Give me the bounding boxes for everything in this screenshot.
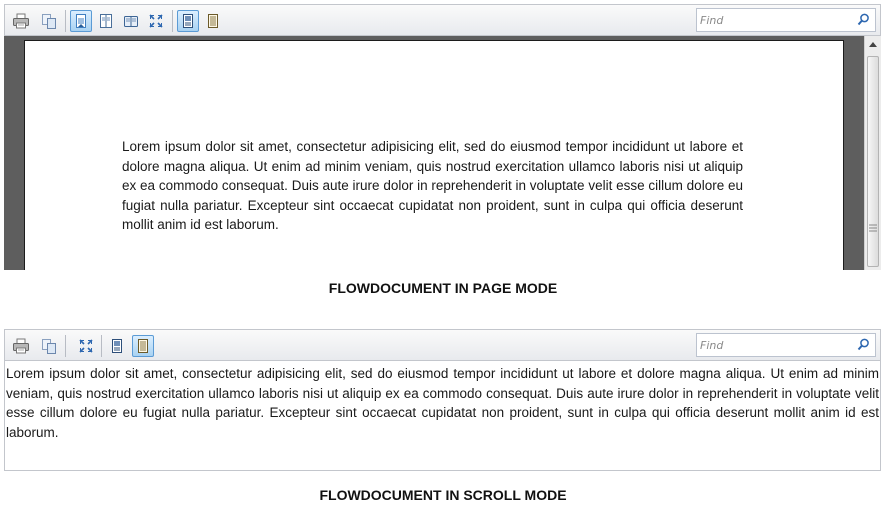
copy-icon <box>41 13 57 29</box>
find-box <box>696 333 876 357</box>
scroll-mode-viewer <box>4 329 881 471</box>
page-mode-icon <box>180 13 196 29</box>
copy-icon <box>41 338 57 354</box>
find-input[interactable] <box>700 336 850 356</box>
page-mode-caption: FLOWDOCUMENT IN PAGE MODE <box>328 280 558 296</box>
copy-button[interactable] <box>38 10 60 32</box>
search-icon[interactable] <box>857 13 870 26</box>
find-box <box>696 8 876 32</box>
document-paragraph: Lorem ipsum dolor sit amet, consectetur adipisicing elit, sed do eiusmod tempor incididunt ut labore et dolore magna aliqua. Ut enim ad minim veniam, quis nostrud exercitation ullamco laboris nisi ut aliquip ex ea commodo consequat. Duis aute irure dolor in reprehenderit in voluptate velit esse cillum dolore eu fugiat nulla pariatur. Excepteur sint occaecat cupidatat non proident, sunt in culpa qui officia deserunt mollit anim id est laborum. <box>6 366 879 440</box>
toolbar-separator <box>65 10 66 32</box>
scroll-mode-caption: FLOWDOCUMENT IN SCROLL MODE <box>319 487 567 503</box>
scroll-mode-toolbar <box>4 329 881 361</box>
scroll-mode-icon <box>135 338 151 354</box>
find-input[interactable] <box>700 11 850 31</box>
page-mode-button[interactable] <box>106 335 128 357</box>
vertical-scrollbar[interactable] <box>864 36 881 270</box>
printer-icon <box>12 338 30 354</box>
scroll-mode-icon <box>205 13 221 29</box>
grip-icon <box>868 224 878 232</box>
scroll-mode-button[interactable] <box>202 10 224 32</box>
page-mode-button[interactable] <box>177 10 199 32</box>
expand-icon <box>148 13 164 29</box>
document-page <box>24 40 844 270</box>
copy-button[interactable] <box>38 335 60 357</box>
page-mode-toolbar <box>4 4 881 36</box>
toolbar-separator <box>65 335 66 357</box>
search-icon[interactable] <box>857 338 870 351</box>
document-scroll-area[interactable] <box>4 361 881 471</box>
print-button[interactable] <box>10 10 32 32</box>
print-button[interactable] <box>10 335 32 357</box>
scrollbar-thumb[interactable] <box>867 56 879 267</box>
scroll-up-arrow-icon[interactable] <box>869 41 877 47</box>
page-mode-icon <box>109 338 125 354</box>
single-page-icon <box>73 13 89 29</box>
expand-icon <box>78 338 94 354</box>
single-page-button[interactable] <box>70 10 92 32</box>
two-page-button[interactable] <box>95 10 117 32</box>
full-screen-button[interactable] <box>75 335 97 357</box>
two-page-icon <box>98 13 114 29</box>
printer-icon <box>12 13 30 29</box>
full-screen-button[interactable] <box>145 10 167 32</box>
scroll-mode-button[interactable] <box>132 335 154 357</box>
page-mode-viewer <box>4 4 881 270</box>
document-page-area[interactable] <box>4 36 881 270</box>
book-view-button[interactable] <box>120 10 142 32</box>
book-icon <box>123 13 139 29</box>
toolbar-separator <box>101 335 102 357</box>
document-paragraph: Lorem ipsum dolor sit amet, consectetur adipisicing elit, sed do eiusmod tempor incididunt ut labore et dolore magna aliqua. Ut enim ad minim veniam, quis nostrud exercitation ullamco laboris nisi ut aliquip ex ea commodo consequat. Duis aute irure dolor in reprehenderit in voluptate velit esse cillum dolore eu fugiat nulla pariatur. Excepteur sint occaecat cupidatat non proident, sunt in culpa qui officia deserunt mollit anim id est laborum. <box>122 139 743 232</box>
toolbar-separator <box>172 10 173 32</box>
